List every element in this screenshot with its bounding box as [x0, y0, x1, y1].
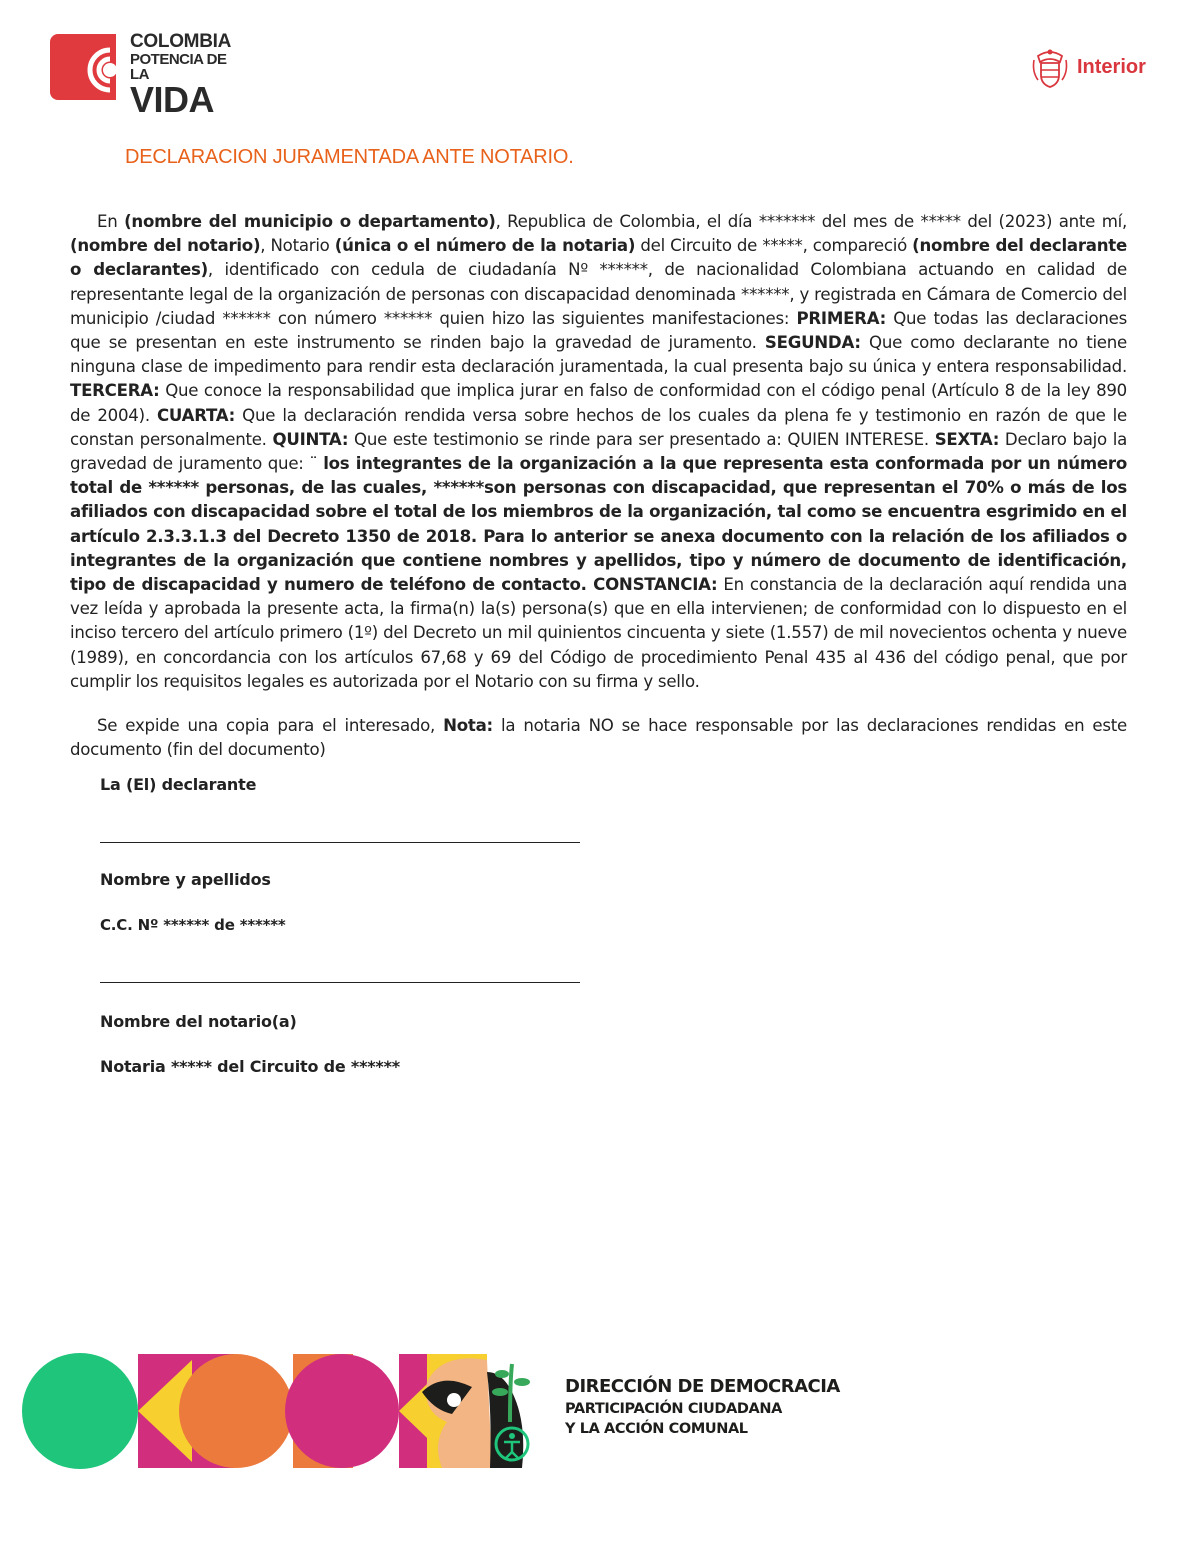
notary-name-label: Nombre del notario(a) [100, 1012, 297, 1031]
green-circle-shape [22, 1353, 138, 1469]
notary-circuit-label: Notaria ***** del Circuito de ****** [100, 1057, 400, 1076]
text-run: , identificado con cedula de ciudadanía Nº ******, de nacionalidad Colombiana actuando en calidad de representante legal de la organización de personas con discapacidad denominada ******, y registrada en Cámara de Comercio del municipio /ciudad ****** con número ****** quien hizo las siguientes manifestaciones: [70, 260, 1127, 328]
notary-signature-line [100, 982, 580, 983]
text-run: Se expide una copia para el interesado, [97, 716, 444, 736]
bold-text-run: Nota: [443, 716, 493, 736]
footer-line-1: DIRECCIÓN DE DEMOCRACIA [565, 1376, 840, 1397]
text-run: Que este testimonio se rinde para ser presentado a: QUIEN INTERESE. [348, 429, 935, 449]
bold-text-run: (única o el número de la notaria) [334, 236, 636, 256]
colombia-waves-logo-icon [50, 34, 116, 100]
bold-text-run: TERCERA: [70, 381, 160, 401]
text-run: la notaria NO se hace responsable por las declaraciones rendidas en este documento (fin del documento) [70, 716, 1127, 760]
plant-stem-shape [510, 1364, 512, 1422]
footer-line-3: Y LA ACCIÓN COMUNAL [565, 1421, 748, 1437]
text-run: , Notario [260, 236, 335, 256]
text-run: Que conoce la responsabilidad que implica jurar en falso de conformidad con el código penal (Artículo 8 de la ley 890 de 2004). [70, 381, 1127, 425]
declaration-paragraph [70, 210, 1127, 694]
interior-ministry-logo [1030, 46, 1160, 90]
cc-label: C.C. Nº ****** de ****** [100, 916, 286, 934]
logo-line-potencia: POTENCIA DE LA [130, 51, 227, 83]
text-run: En constancia de la declaración aquí rendida una vez leída y aprobada la presente acta, la firma(n) la(s) persona(s) que en ella intervienen; de conformidad con lo dispuesto en el inciso tercero del artículo primero (1º) del Decreto un mil quinientos cincuenta y siete (1.557) de mil novecientos ochenta y nueve (1989), en concordancia con los artículos 67,68 y 69 del Código de procedimiento Penal 435 al 436 del código penal, que por cumplir los requisitos legales es autorizada por el Notario con su firma y sello. [70, 575, 1127, 691]
bold-text-run: (nombre del municipio o departamento) [124, 212, 496, 231]
colombia-potencia-de-la-vida-logo [50, 30, 240, 120]
text-run: , Republica de Colombia, el día ******* del mes de ***** del (2023) ante mí, [495, 212, 1127, 231]
bold-text-run: CUARTA: [156, 405, 236, 425]
document-body [70, 210, 1127, 762]
magenta-circle-shape [285, 1354, 399, 1468]
logo-line-colombia: COLOMBIA [130, 31, 232, 52]
bold-text-run: SEXTA: [934, 429, 1000, 449]
bold-text-run: QUINTA: [272, 429, 349, 449]
interior-label: Interior [1077, 56, 1146, 78]
footer-decorative-shapes [22, 1352, 542, 1470]
text-run: del Circuito de *****, compareció [635, 236, 913, 256]
name-label: Nombre y apellidos [100, 870, 271, 889]
bold-text-run: SEGUNDA: [764, 333, 861, 353]
text-run: Que la declaración rendida versa sobre hechos de los cuales da plena fe y testimonio en razón de que le constan personalmente. [70, 405, 1127, 449]
document-title: DECLARACION JURAMENTADA ANTE NOTARIO. [125, 146, 574, 168]
orange-circle-shape [179, 1354, 293, 1468]
declarant-signature-line [100, 842, 580, 843]
copy-note-paragraph [70, 714, 1127, 762]
bold-text-run: PRIMERA: [796, 308, 886, 328]
coat-of-arms-seal-icon [1030, 46, 1070, 90]
bold-text-run: (nombre del declarante o declarantes) [70, 236, 1127, 280]
declarant-label: La (El) declarante [100, 775, 257, 794]
logo-line-vida: VIDA [130, 79, 215, 120]
footer-line-2: PARTICIPACIÓN CIUDADANA [565, 1401, 782, 1417]
text-run: Que todas las declaraciones que se presentan en este instrumento se rinden bajo la gravedad de juramento. [70, 308, 1127, 353]
text-run: Que como declarante no tiene ninguna clase de impedimento para rendir esta declaración juramentada, la cual presenta bajo su única y entera responsabilidad. [70, 333, 1127, 377]
text-run: Declaro bajo la gravedad de juramento que: ¨ [70, 429, 1127, 474]
text-run: En [97, 212, 125, 231]
footer-directorate-label [565, 1376, 840, 1437]
bold-text-run: (nombre del notario) [70, 236, 261, 256]
bold-text-run: los integrantes de la organización a la que representa esta conformada por un número total de ****** personas, de las cuales, ******son personas con discapacidad, que representan el 70% o más de los afiliados con discapacidad sobre el total de los miembros de la organización, tal como se encuentra esgrimido en el artículo 2.3.3.1.3 del Decreto 1350 de 2018. Para lo anterior se anexa documento con la relación de los afiliados o integrantes de la organización que contiene nombres y apellidos, tipo y número de documento de identificación, tipo de discapacidad y numero de teléfono de contacto. CONSTANCIA: [70, 454, 1127, 595]
